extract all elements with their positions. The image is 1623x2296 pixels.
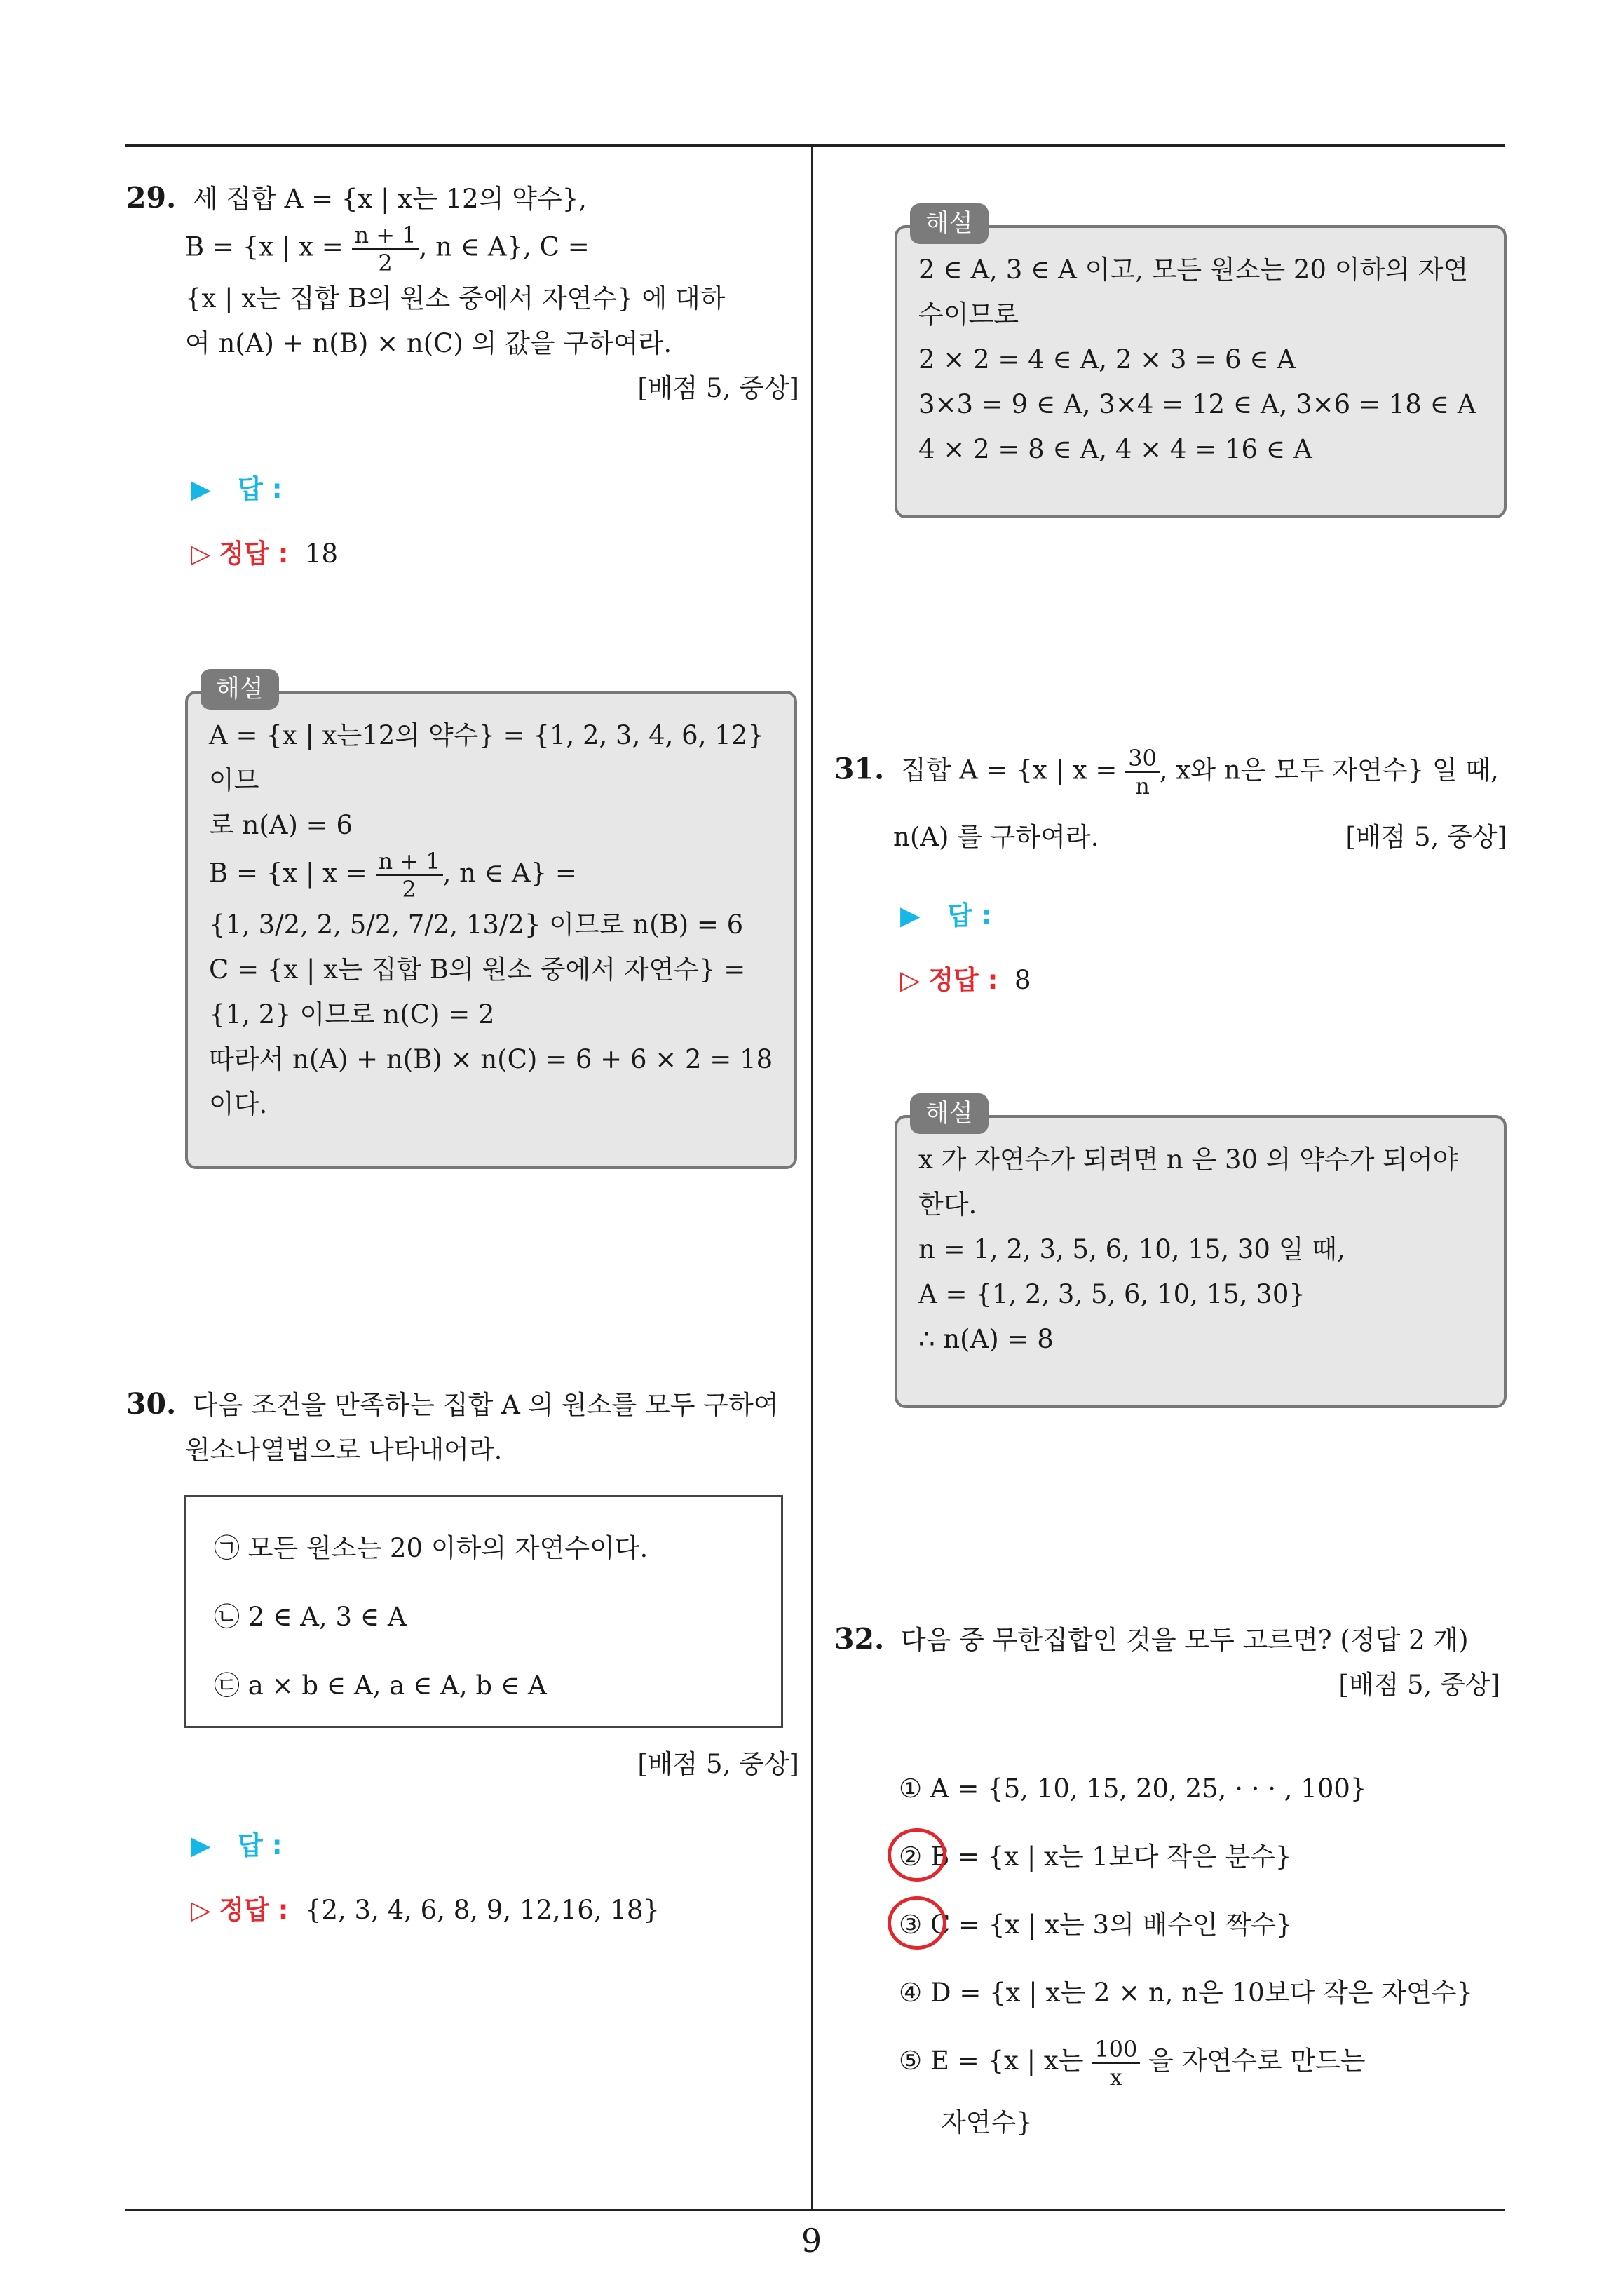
q29-score: [배점 5, 중상] <box>637 373 799 403</box>
question-32: 32. 다음 중 무한집합인 것을 모두 고르면? (정답 2 개) [배점 5, 중상] <box>834 1616 1500 1708</box>
q30-condition-1: ㉠ 모든 원소는 20 이하의 자연수이다. <box>214 1533 648 1563</box>
q32-option-4[interactable]: ④ D = {x | x는 2 × n, n은 10보다 작은 자연수} <box>899 1978 1473 2008</box>
q32-options <box>899 1755 1502 2151</box>
q29-line2: B = {x | x = $\frac{n + 1}{2}$ , n ∈ A}, C = <box>185 222 590 276</box>
q32-option-1[interactable]: ① A = {5, 10, 15, 20, 25, · · · , 100} <box>899 1774 1367 1804</box>
question-29 <box>126 175 799 411</box>
question-30: 30. 다음 조건을 만족하는 집합 A 의 원소를 모두 구하여 원소나열법으로 나타내어라. <box>126 1387 779 1465</box>
q30-condition-3: ㉢ a × b ∈ A, a ∈ A, b ∈ A <box>214 1670 547 1701</box>
q31-score: [배점 5, 중상] <box>1345 822 1507 852</box>
outline-arrow-icon: ▷ <box>900 965 921 995</box>
q30-solution-tag: 해설 <box>910 203 989 244</box>
q30-score: [배점 5, 중상] <box>637 1749 799 1779</box>
red-circle-mark-icon: ③ <box>899 1891 922 1959</box>
q31-correct-value: 8 <box>1014 965 1031 995</box>
q32-number: 32. <box>834 1622 885 1656</box>
q32-option-5-cont: 자연수} <box>941 2107 1033 2138</box>
q31-number: 31. <box>834 752 885 786</box>
q29-answer-label: 답 : <box>238 474 283 504</box>
q30-solution-box: 2 ∈ A, 3 ∈ A 이고, 모든 원소는 20 이하의 자연 수이므로 2 × 2 = 4 ∈ A, 2 × 3 = 6 ∈ A 3×3 = 9 ∈ A, 3×4 = 12 ∈ A, 3×6 = 18 ∈ A 4 × 2 = 8 ∈ A, 4 × 4 = 16 ∈ A <box>895 225 1507 518</box>
q29-line3: {x | x는 집합 B의 원소 중에서 자연수} 에 대하 <box>185 283 726 313</box>
q31-fraction: $\frac{30}{n}$ <box>1125 745 1160 799</box>
q29-answer-row <box>191 467 283 512</box>
q29-solution-tag: 해설 <box>201 669 279 710</box>
q29-line1: 29. 세 집합 A = {x | x는 12의 약수}, <box>126 181 588 215</box>
column-divider <box>811 144 813 2210</box>
red-circle-mark-icon: ② <box>899 1823 922 1891</box>
q31-correct-label: 정답 : <box>928 965 998 995</box>
q32-score: [배점 5, 중상] <box>1338 1670 1500 1700</box>
q31-correct-row <box>900 958 1031 1003</box>
q30-conditions-box <box>184 1495 783 1728</box>
bottom-rule <box>125 2209 1505 2211</box>
q31-solution-box: x 가 자연수가 되려면 n 은 30 의 약수가 되어야 한다. n = 1, 2, 3, 5, 6, 10, 15, 30 일 때, A = {1, 2, 3, 5, 6, 10, 15, 30} ∴ n(A) = 8 <box>895 1115 1507 1408</box>
q30-answer-label: 답 : <box>238 1830 283 1861</box>
q29-correct-label: 정답 : <box>219 539 289 569</box>
q30-correct-label: 정답 : <box>219 1895 289 1925</box>
play-arrow-icon: ▶ <box>900 900 921 931</box>
question-31: 31. 집합 A = {x | x = $\frac{30}{n}$ , x와 n은 모두 자연수} 일 때, n(A) 를 구하여라. [배점 5, 중상] <box>834 745 1507 860</box>
q29-solution-box: A = {x | x는12의 약수} = {1, 2, 3, 4, 6, 12} 이므 로 n(A) = 6 B = {x | x = $\frac{n + 1}{2}$ , n ∈ A} = {1, 3/2, 2, 5/2, 7/2, 13/2} 이므로 n(B) = 6 C = {x | x는 집합 B의 원소 중에서 자연수} = {1, 2} 이므로 n(C) = 2 따라서 n(A) + n(B) × n(C) = 6 + 6 × 2 = 18 이다. <box>185 691 797 1169</box>
q29-fraction: $\frac{n + 1}{2}$ <box>352 222 419 276</box>
q32-option-3[interactable]: ③ C = {x | x는 3의 배수인 짝수} <box>899 1891 1502 1959</box>
outline-arrow-icon: ▷ <box>191 1895 211 1925</box>
q30-correct-value: {2, 3, 4, 6, 8, 9, 12,16, 18} <box>304 1895 660 1925</box>
q29-line4: 여 n(A) + n(B) × n(C) 의 값을 구하여라. <box>185 328 672 358</box>
play-arrow-icon: ▶ <box>191 1830 211 1861</box>
q29-correct-row <box>191 532 338 576</box>
q30-correct-row <box>191 1888 660 1933</box>
q29-correct-value: 18 <box>304 539 339 569</box>
q30-answer-row <box>191 1823 283 1868</box>
q32-option-2[interactable]: ② B = {x | x는 1보다 작은 분수} <box>899 1823 1502 1891</box>
q31-solution-tag: 해설 <box>910 1093 989 1134</box>
play-arrow-icon: ▶ <box>191 474 211 504</box>
q29-number: 29. <box>126 181 177 215</box>
outline-arrow-icon: ▷ <box>191 539 211 569</box>
q31-answer-label: 답 : <box>947 900 992 931</box>
top-rule <box>125 144 1505 147</box>
q30-number: 30. <box>126 1387 177 1421</box>
page-number: 9 <box>801 2222 822 2260</box>
q32-option-5[interactable]: ⑤ E = {x | x는 $\frac{100}{x}$ 을 자연수로 만드는 <box>899 2035 1366 2091</box>
q30-condition-2: ㉡ 2 ∈ A, 3 ∈ A <box>214 1602 407 1632</box>
q31-answer-row <box>900 893 992 938</box>
q32-option-5-fraction: $\frac{100}{x}$ <box>1092 2036 1140 2091</box>
